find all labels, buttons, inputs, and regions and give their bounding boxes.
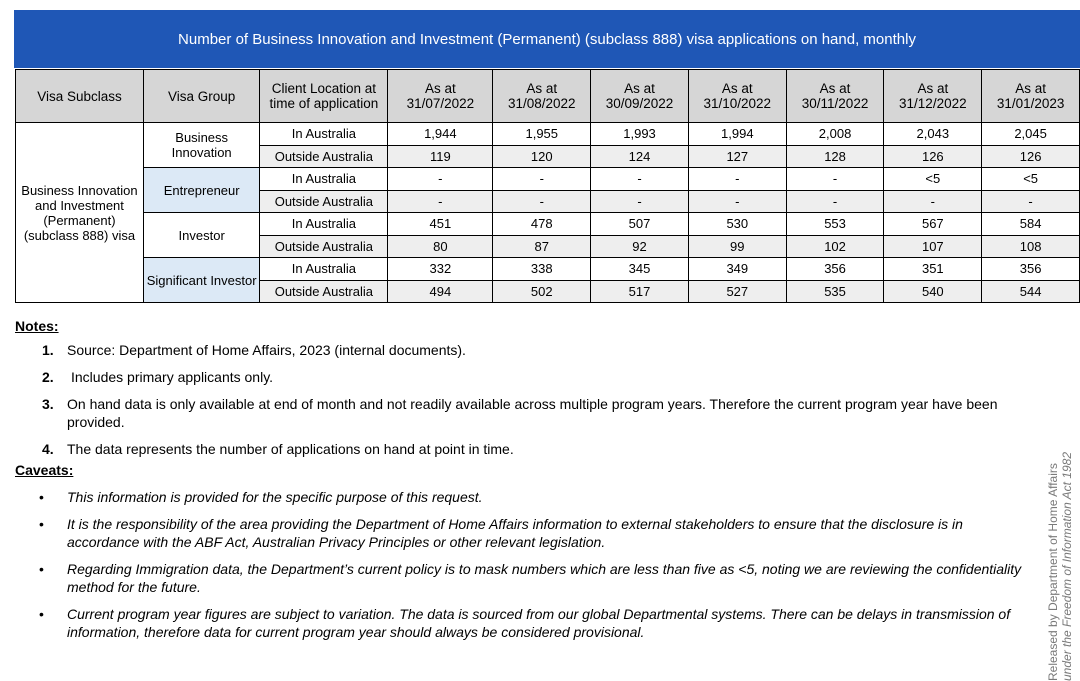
value-cell: -: [786, 190, 884, 213]
value-cell: 351: [884, 258, 982, 281]
note-number: 3.: [42, 396, 54, 412]
client-location-cell: In Australia: [260, 258, 388, 281]
value-cell: 553: [786, 213, 884, 236]
value-cell: 107: [884, 235, 982, 258]
value-cell: 2,043: [884, 123, 982, 146]
table-row: [16, 213, 1080, 236]
caveat-item: [15, 515, 1055, 551]
value-cell: -: [688, 168, 786, 191]
note-item: [15, 341, 1055, 359]
visa-group-cell: Significant Investor: [143, 258, 259, 303]
notes-list: [15, 341, 1055, 458]
header-visa-group: Visa Group: [143, 70, 259, 123]
note-text: On hand data is only available at end of month and not readily available across multiple program years. Therefore the current program year have been provided.: [67, 396, 998, 430]
caveat-text: It is the responsibility of the area providing the Department of Home Affairs information to external stakeholders to ensure that the disclosure is in accordance with the ABF Act, Australian Privacy Principles or other relevant legislation.: [67, 516, 963, 550]
notes-heading: Notes:: [15, 318, 59, 334]
visa-group-cell: Entrepreneur: [143, 168, 259, 213]
caveats-heading: Caveats:: [15, 462, 74, 478]
bullet-icon: •: [39, 489, 44, 505]
value-cell: 119: [388, 145, 493, 168]
table-body: [16, 123, 1080, 303]
value-cell: -: [388, 168, 493, 191]
value-cell: 1,955: [493, 123, 591, 146]
client-location-cell: In Australia: [260, 123, 388, 146]
header-row: [16, 70, 1080, 123]
value-cell: <5: [884, 168, 982, 191]
value-cell: 527: [688, 280, 786, 303]
bullet-icon: •: [39, 606, 44, 622]
value-cell: 1,944: [388, 123, 493, 146]
stamp-line-2: under the Freedom of Information Act 1982: [1060, 451, 1074, 681]
value-cell: 1,994: [688, 123, 786, 146]
note-item: [15, 368, 1055, 386]
header-date-6: As at 31/12/2022: [884, 70, 982, 123]
table-title-banner: [14, 10, 1080, 68]
note-number: 2.: [42, 369, 54, 385]
client-location-cell: In Australia: [260, 168, 388, 191]
value-cell: 345: [591, 258, 689, 281]
value-cell: 507: [591, 213, 689, 236]
header-date-2: As at 31/08/2022: [493, 70, 591, 123]
caveat-item: [15, 560, 1055, 596]
table-row: [16, 258, 1080, 281]
value-cell: 1,993: [591, 123, 689, 146]
note-number: 1.: [42, 342, 54, 358]
client-location-cell: Outside Australia: [260, 145, 388, 168]
client-location-cell: In Australia: [260, 213, 388, 236]
stamp-line-1: Released by Department of Home Affairs: [1046, 463, 1060, 681]
value-cell: -: [884, 190, 982, 213]
value-cell: 356: [982, 258, 1080, 281]
value-cell: 478: [493, 213, 591, 236]
value-cell: 2,045: [982, 123, 1080, 146]
caveat-item: [15, 488, 1055, 506]
value-cell: -: [591, 168, 689, 191]
value-cell: 544: [982, 280, 1080, 303]
caveats-list: [15, 488, 1055, 641]
value-cell: 102: [786, 235, 884, 258]
bullet-icon: •: [39, 516, 44, 532]
value-cell: 108: [982, 235, 1080, 258]
header-date-5: As at 30/11/2022: [786, 70, 884, 123]
client-location-cell: Outside Australia: [260, 235, 388, 258]
value-cell: 126: [884, 145, 982, 168]
note-number: 4.: [42, 441, 54, 457]
value-cell: 567: [884, 213, 982, 236]
visa-group-cell: Investor: [143, 213, 259, 258]
client-location-cell: Outside Australia: [260, 280, 388, 303]
value-cell: 99: [688, 235, 786, 258]
foi-release-stamp: [1046, 381, 1074, 681]
caveat-text: This information is provided for the specific purpose of this request.: [67, 489, 483, 505]
value-cell: 87: [493, 235, 591, 258]
value-cell: -: [388, 190, 493, 213]
value-cell: 120: [493, 145, 591, 168]
value-cell: 332: [388, 258, 493, 281]
notes-section: [15, 318, 1055, 641]
value-cell: -: [786, 168, 884, 191]
header-date-7: As at 31/01/2023: [982, 70, 1080, 123]
value-cell: 540: [884, 280, 982, 303]
value-cell: 128: [786, 145, 884, 168]
value-cell: 80: [388, 235, 493, 258]
value-cell: <5: [982, 168, 1080, 191]
table-row: [16, 168, 1080, 191]
value-cell: 124: [591, 145, 689, 168]
value-cell: -: [688, 190, 786, 213]
value-cell: 127: [688, 145, 786, 168]
value-cell: 126: [982, 145, 1080, 168]
header-date-3: As at 30/09/2022: [591, 70, 689, 123]
value-cell: -: [982, 190, 1080, 213]
value-cell: 584: [982, 213, 1080, 236]
note-item: [15, 395, 1055, 431]
value-cell: 535: [786, 280, 884, 303]
table-title: Number of Business Innovation and Investment (Permanent) (subclass 888) visa applications on hand, monthly: [178, 30, 916, 48]
value-cell: 338: [493, 258, 591, 281]
value-cell: 349: [688, 258, 786, 281]
visa-group-cell: Business Innovation: [143, 123, 259, 168]
table-row: [16, 123, 1080, 146]
header-visa-subclass: Visa Subclass: [16, 70, 144, 123]
note-text: Includes primary applicants only.: [71, 369, 274, 385]
client-location-cell: Outside Australia: [260, 190, 388, 213]
value-cell: -: [493, 168, 591, 191]
note-text: The data represents the number of applications on hand at point in time.: [67, 441, 514, 457]
value-cell: 530: [688, 213, 786, 236]
caveat-text: Current program year figures are subject to variation. The data is sourced from our global Departmental systems. There can be delays in transmission of information, therefore data for current program year should always be considered provisional.: [67, 606, 1011, 640]
value-cell: 2,008: [786, 123, 884, 146]
value-cell: 494: [388, 280, 493, 303]
value-cell: 517: [591, 280, 689, 303]
value-cell: -: [591, 190, 689, 213]
bullet-icon: •: [39, 561, 44, 577]
caveat-text: Regarding Immigration data, the Department’s current policy is to mask numbers which are less than five as <5, noting we are reviewing the confidentiality method for the future.: [67, 561, 1022, 595]
caveat-item: [15, 605, 1055, 641]
value-cell: -: [493, 190, 591, 213]
note-text: Source: Department of Home Affairs, 2023 (internal documents).: [67, 342, 466, 358]
value-cell: 502: [493, 280, 591, 303]
applications-table: [15, 69, 1080, 303]
header-date-4: As at 31/10/2022: [688, 70, 786, 123]
value-cell: 356: [786, 258, 884, 281]
visa-subclass-cell: Business Innovation and Investment (Permanent) (subclass 888) visa: [16, 123, 144, 303]
value-cell: 451: [388, 213, 493, 236]
header-client-location: Client Location at time of application: [260, 70, 388, 123]
note-item: [15, 440, 1055, 458]
header-date-1: As at 31/07/2022: [388, 70, 493, 123]
value-cell: 92: [591, 235, 689, 258]
